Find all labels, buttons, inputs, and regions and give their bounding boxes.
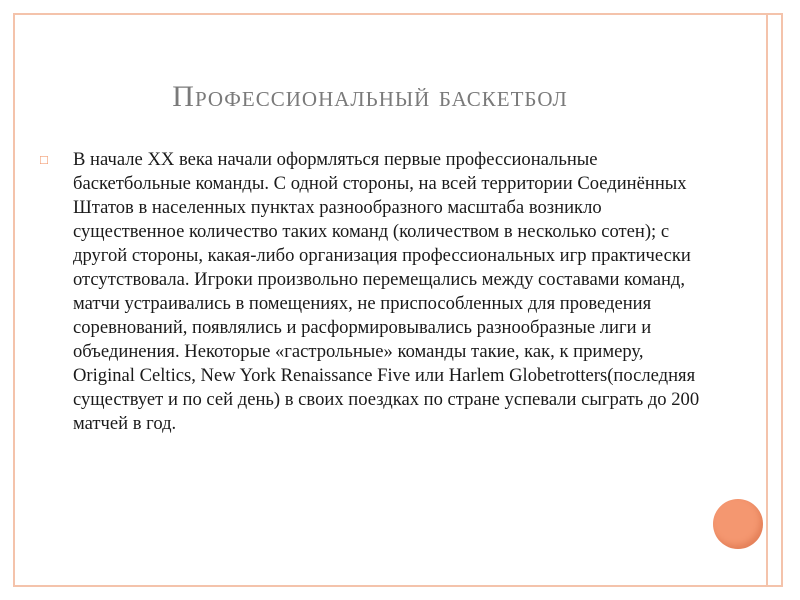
bullet-text: В начале XX века начали оформляться первые профессиональные баскетбольные команды. С одной стороны, на всей территории Соединённых Штатов в населенных пунктах разнообразного масштаба возникло существенное количество таких команд (количеством в несколько сотен); с другой стороны, какая-либо организация профессиональных игр практически отсутствовала. Игроки произвольно перемещались между составами команд, матчи устраивались в помещениях, не приспособленных для проведения соревнований, появлялись и расформировывались разнообразные лиги и объединения. Некоторые «гастрольные» команды такие, как, к примеру, Original Celtics, New York Renaissance Five или Harlem Globetrotters(последняя существует и по сей день) в своих поездках по стране успевали сыграть до 200 матчей в год. [73,149,700,434]
bullet-item [40,148,710,436]
slide-title: Профессиональный баскетбол [172,80,568,113]
slide-frame-inner-line [766,13,768,587]
decorative-circle-icon [713,499,763,549]
bullet-list [40,148,710,436]
square-bullet-icon: □ [40,152,48,167]
